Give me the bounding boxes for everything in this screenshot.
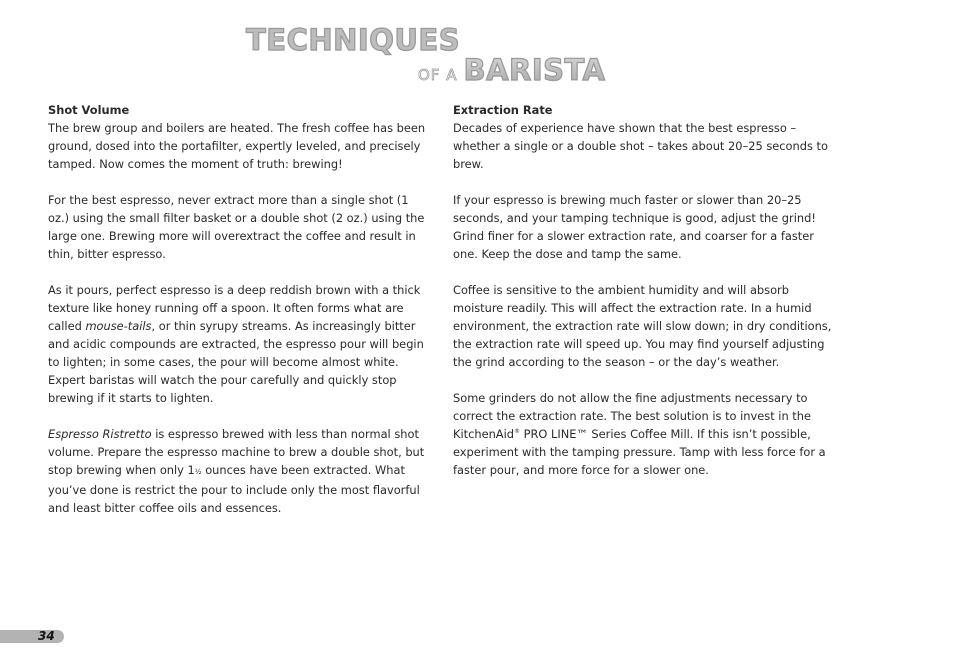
paragraph: For the best espresso, never extract more than a single shot (1 oz.) using the small filter basket or a double shot (2 oz.) using the large one. Brewing more will overextract the coffee and result in thin, bitter espresso. <box>48 193 425 261</box>
paragraph <box>48 425 428 517</box>
subtitle-barista: BARISTA <box>463 53 606 87</box>
text-span: , or thin syrupy streams. As increasingly bitter and acidic compounds are extracted, the espresso pour will begin to lighten; in some cases, the pour will become almost white. Expert baristas will watch the pour carefully and quickly stop brewing if it starts to lighten. <box>48 319 424 405</box>
paragraph <box>453 389 838 479</box>
emphasis-ristretto: Espresso Ristretto <box>48 427 152 441</box>
text-span: PRO LINE™ Series Coffee Mill. If this isn’t possible, experiment with the tamping pressure. Tamp with less force for a faster pour, and more force for a slower one. <box>453 427 826 477</box>
subtitle-of-a: OF A <box>418 66 458 84</box>
paragraph: Coffee is sensitive to the ambient humidity and will absorb moisture readily. This will affect the extraction rate. In a humid environment, the extraction rate will slow down; in dry conditions, the extraction rate will speed up. You may find yourself adjusting the grind according to the season – or the day’s weather. <box>453 283 832 369</box>
right-column <box>453 101 838 479</box>
left-column <box>48 101 428 517</box>
page-subtitle <box>418 52 606 93</box>
text-span: As it pours, perfect espresso is a deep reddish brown with a thick texture like honey running off a spoon. It often forms what are called <box>48 283 421 333</box>
registered-mark: ® <box>514 428 520 436</box>
text-span: is espresso brewed with less than normal shot volume. Prepare the espresso machine to brew a double shot, but stop brewing when only 1 <box>48 427 425 477</box>
text-span: ounces have been extracted. What you’ve done is restrict the pour to include only the most flavorful and least bitter coffee oils and essences. <box>48 463 420 515</box>
paragraph: The brew group and boilers are heated. The fresh coffee has been ground, dosed into the portafilter, expertly leveled, and precisely tamped. Now comes the moment of truth: brewing! <box>48 121 426 171</box>
fraction-half: ½ <box>194 468 202 476</box>
text-span: Some grinders do not allow the fine adjustments necessary to correct the extraction rate. The best solution is to invest in the KitchenAid <box>453 391 811 441</box>
shot-volume-heading: Shot Volume <box>48 103 130 117</box>
paragraph <box>48 281 428 407</box>
paragraph: If your espresso is brewing much faster or slower than 20–25 seconds, and your tamping technique is good, adjust the grind! Grind finer for a slower extraction rate, and coarser for a faster one. Keep the dose and tamp the same. <box>453 193 816 261</box>
extraction-rate-heading: Extraction Rate <box>453 103 553 117</box>
emphasis-mouse-tails: mouse-tails <box>85 319 152 333</box>
page-title: TECHNIQUES <box>246 23 461 57</box>
page-number: 34 <box>38 629 55 643</box>
paragraph: Decades of experience have shown that the best espresso – whether a single or a double shot – takes about 20–25 seconds to brew. <box>453 121 828 171</box>
